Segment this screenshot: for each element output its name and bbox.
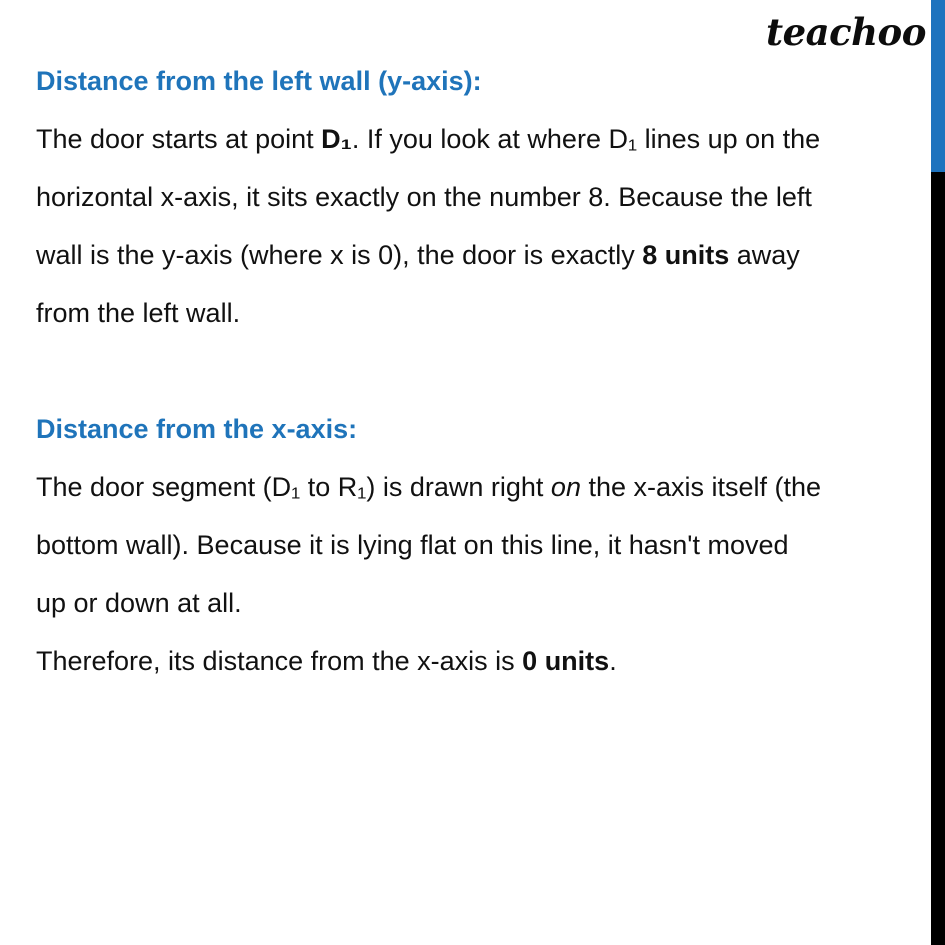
- point-label-d1: D₁: [321, 124, 352, 154]
- paragraph-line: bottom wall). Because it is lying flat on this line, it hasn't moved: [36, 530, 789, 560]
- document-body: [36, 52, 916, 690]
- section-heading-left-wall: Distance from the left wall (y-axis):: [36, 66, 482, 96]
- text-run: The door segment (D₁ to R₁) is drawn right: [36, 472, 551, 502]
- text-run: .: [609, 646, 617, 676]
- paragraph-line: [36, 632, 916, 690]
- paragraph-line: [36, 458, 916, 516]
- answer-0-units: 0 units: [522, 646, 610, 676]
- paragraph-line: [36, 226, 916, 284]
- section-spacer: [36, 342, 916, 400]
- answer-8-units: 8 units: [642, 240, 730, 270]
- side-strip-accent: [931, 0, 945, 172]
- section-heading-x-axis: Distance from the x-axis:: [36, 414, 358, 444]
- text-run: The door starts at point: [36, 124, 322, 154]
- text-run: away: [729, 240, 800, 270]
- text-run: wall is the y-axis (where x is 0), the door is exactly: [36, 240, 643, 270]
- teachoo-logo: teachoo: [766, 10, 926, 54]
- side-strip: [931, 0, 945, 945]
- emphasis-on: on: [550, 472, 581, 502]
- paragraph-line: from the left wall.: [36, 298, 241, 328]
- text-run: Therefore, its distance from the x-axis is: [36, 646, 523, 676]
- text-run: the x-axis itself (the: [580, 472, 822, 502]
- text-run: . If you look at where D₁ lines up on the: [351, 124, 821, 154]
- paragraph-line: horizontal x-axis, it sits exactly on the number 8. Because the left: [36, 182, 812, 212]
- paragraph-line: [36, 110, 916, 168]
- paragraph-line: up or down at all.: [36, 588, 242, 618]
